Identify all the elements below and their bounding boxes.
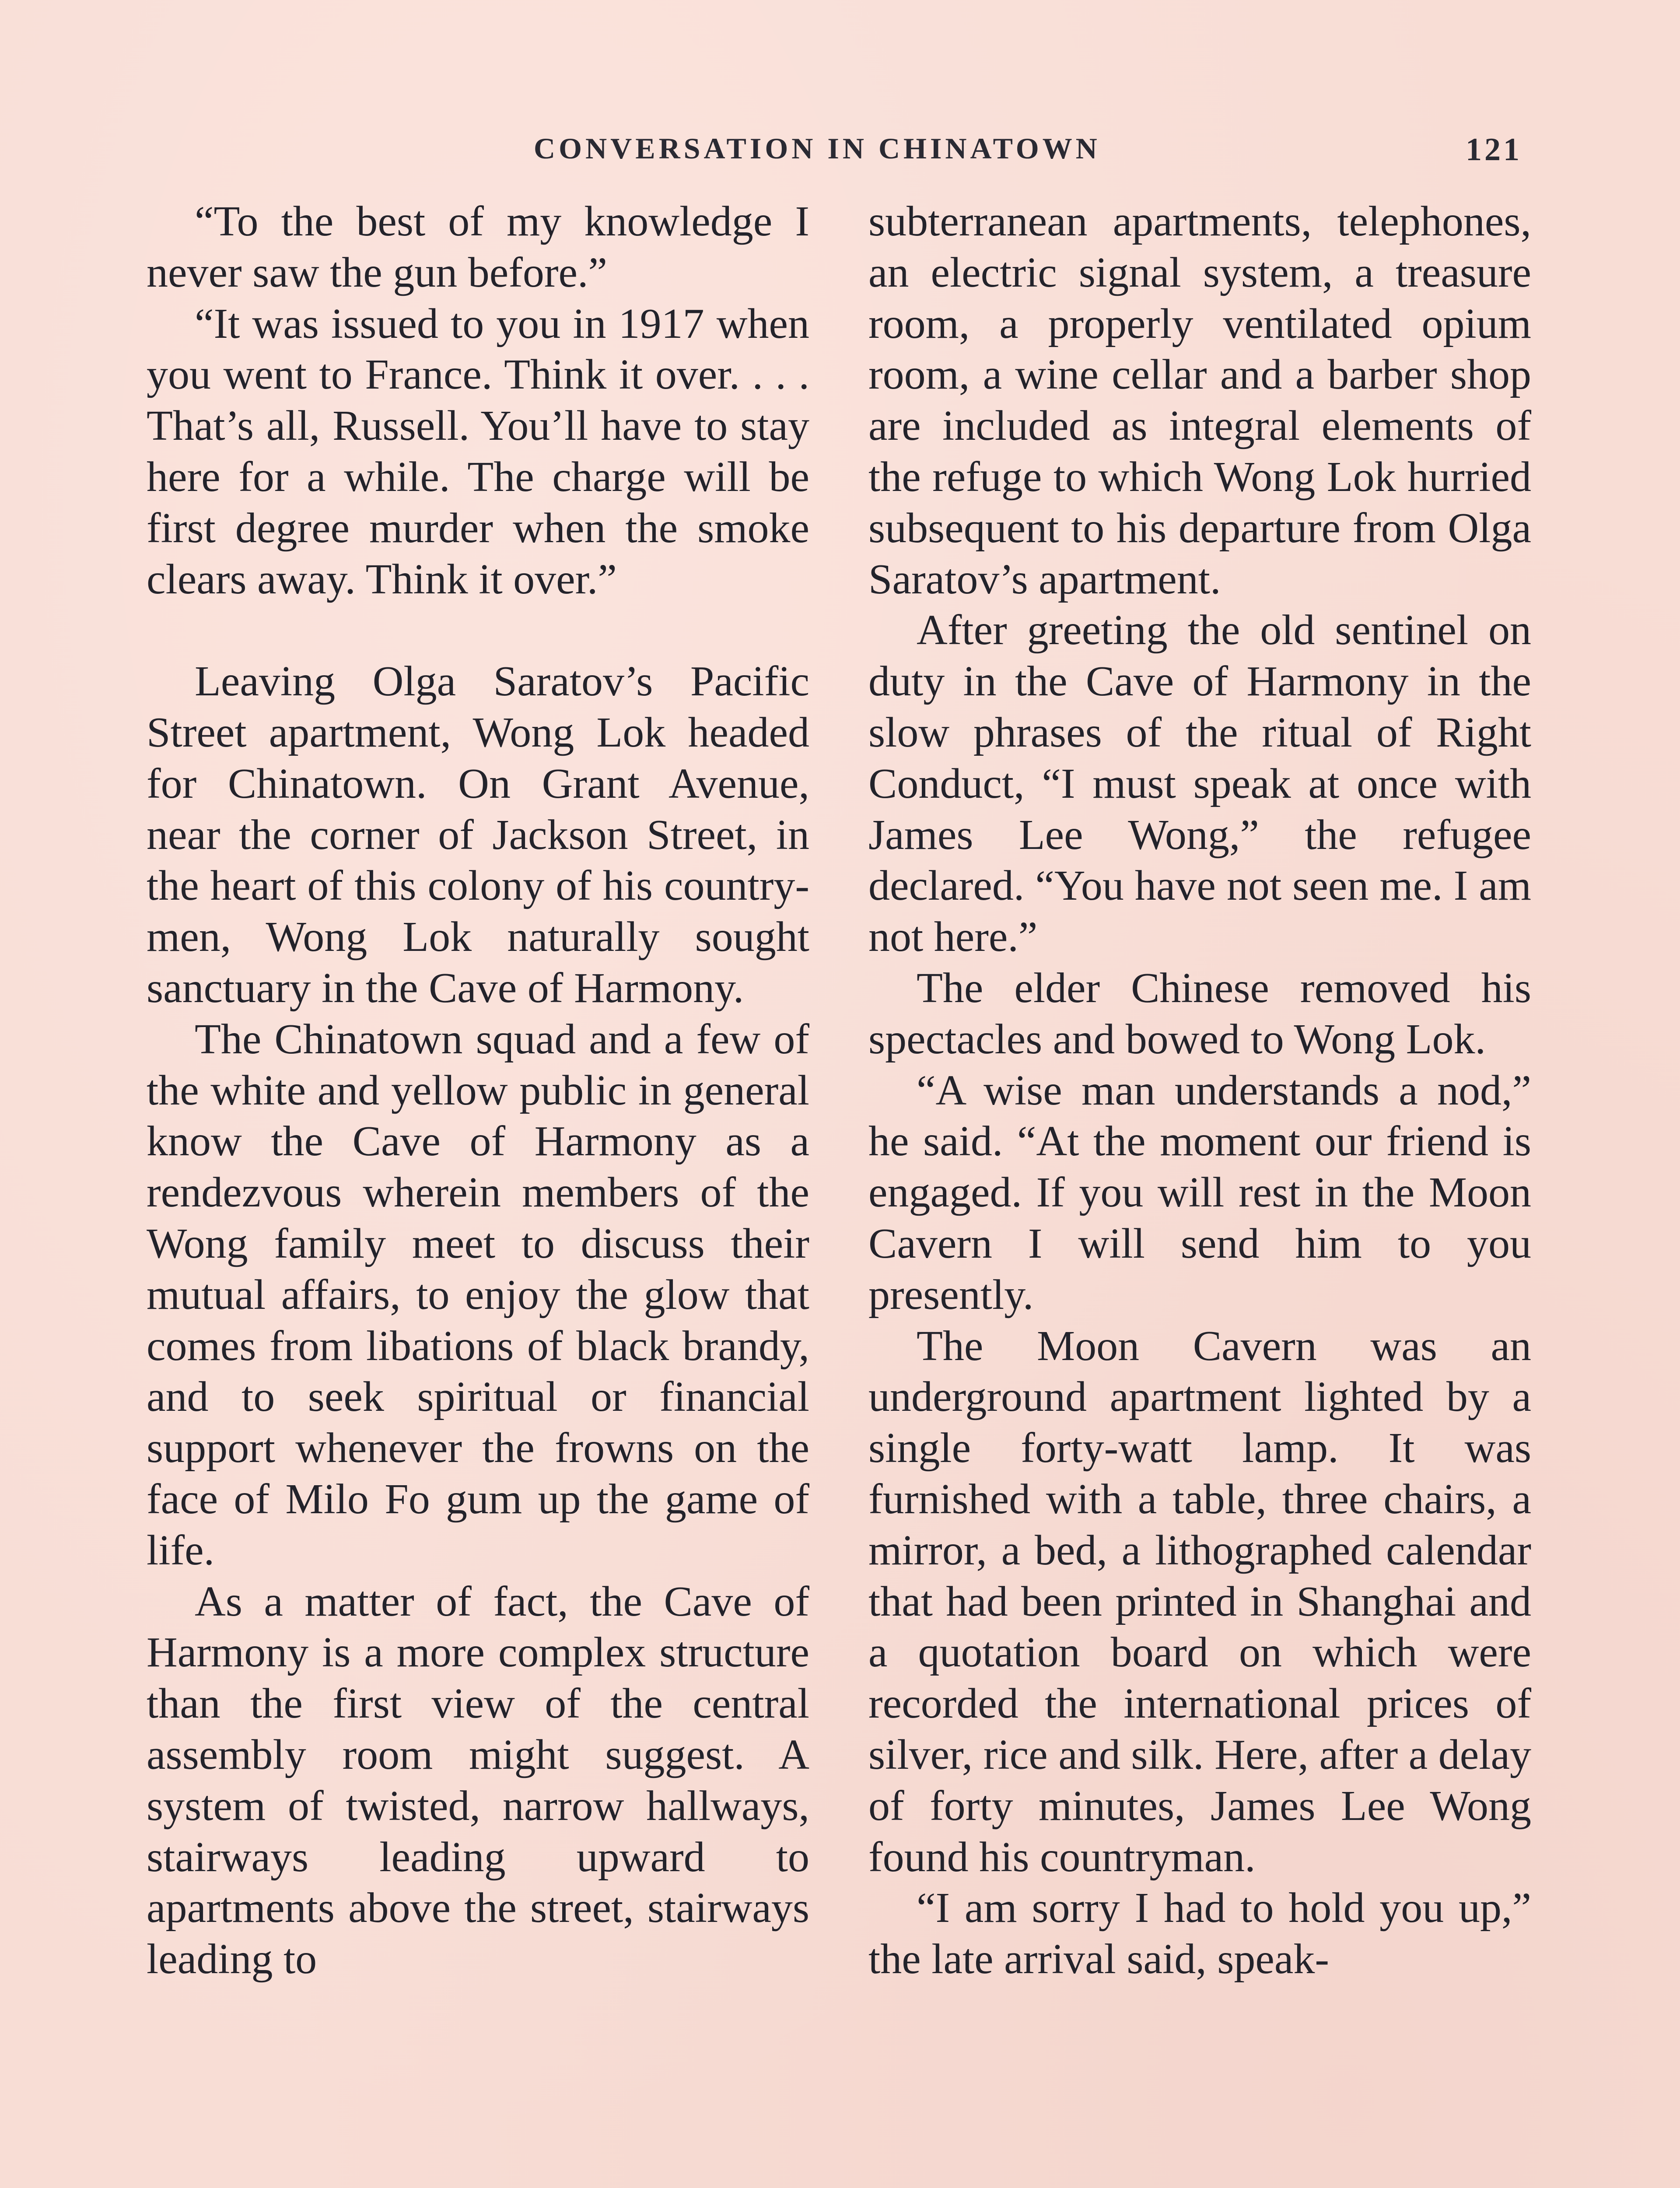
- paragraph-continued: subterranean apartments, telephones, an electric signal system, a treasure room, a properly ventilated opium room, a wine cellar and a barber shop are included as integral elements of the refuge to which Wong Lok hurried subsequent to his departure from Olga Saratov’s apartment.: [868, 198, 1531, 603]
- page-number: 121: [1466, 132, 1522, 168]
- paragraph: After greeting the old sentinel on duty in the Cave of Harmony in the slow phrases of the ritual of Right Conduct, “I must speak at once with James Lee Wong,” the refugee declared. “You have not seen me. I am not here.”: [868, 607, 1531, 961]
- paragraph: The Moon Cavern was an underground apartment lighted by a single forty-watt lamp. It was furnished with a table, three chairs, a mirror, a bed, a lithographed calendar that had been printed in Shanghai and a quotation board on which were recorded the international prices of silver, rice and silk. Here, after a delay of forty minutes, James Lee Wong found his countryman.: [868, 1322, 1531, 1881]
- paragraph: “To the best of my knowledge I never saw the gun before.”: [147, 198, 809, 296]
- paragraph: “It was issued to you in 1917 when you went to France. Think it over. . . . That’s all, Russell. You’ll have to stay here for a while. The charge will be first degree murder when the smoke clears away. Think it over.”: [147, 300, 809, 603]
- running-head: CONVERSATION IN CHINATOWN: [534, 132, 1101, 165]
- paragraph: The elder Chinese removed his spectacles and bowed to Wong Lok.: [868, 964, 1531, 1063]
- paragraph-section-start: Leaving Olga Saratov’s Pacific Street apartment, Wong Lok headed for Chinatown. On Grant Avenue, near the corner of Jackson Street, in the heart of this colony of his countrymen, Wong Lok naturally sought sanctuary in the Cave of Harmony.: [147, 658, 809, 1012]
- left-column: [147, 196, 809, 1985]
- paragraph: “I am sorry I had to hold you up,” the late arrival said, speak-: [868, 1884, 1531, 1983]
- paragraph: As a matter of fact, the Cave of Harmony is a more complex structure than the first view of the central assembly room might suggest. A system of twisted, narrow hallways, stairways leading upward to apartments above the street, stairways leading to: [147, 1578, 809, 1983]
- right-column: [868, 196, 1531, 1985]
- paragraph: The Chinatown squad and a few of the white and yellow public in general know the Cave of Harmony as a rendezvous wherein members of the Wong family meet to discuss their mutual affairs, to enjoy the glow that comes from libations of black brandy, and to seek spiritual or financial support whenever the frowns on the face of Milo Fo gum up the game of life.: [147, 1015, 809, 1574]
- paragraph: “A wise man understands a nod,” he said. “At the moment our friend is engaged. If you will rest in the Moon Cavern I will send him to you presently.: [868, 1066, 1531, 1318]
